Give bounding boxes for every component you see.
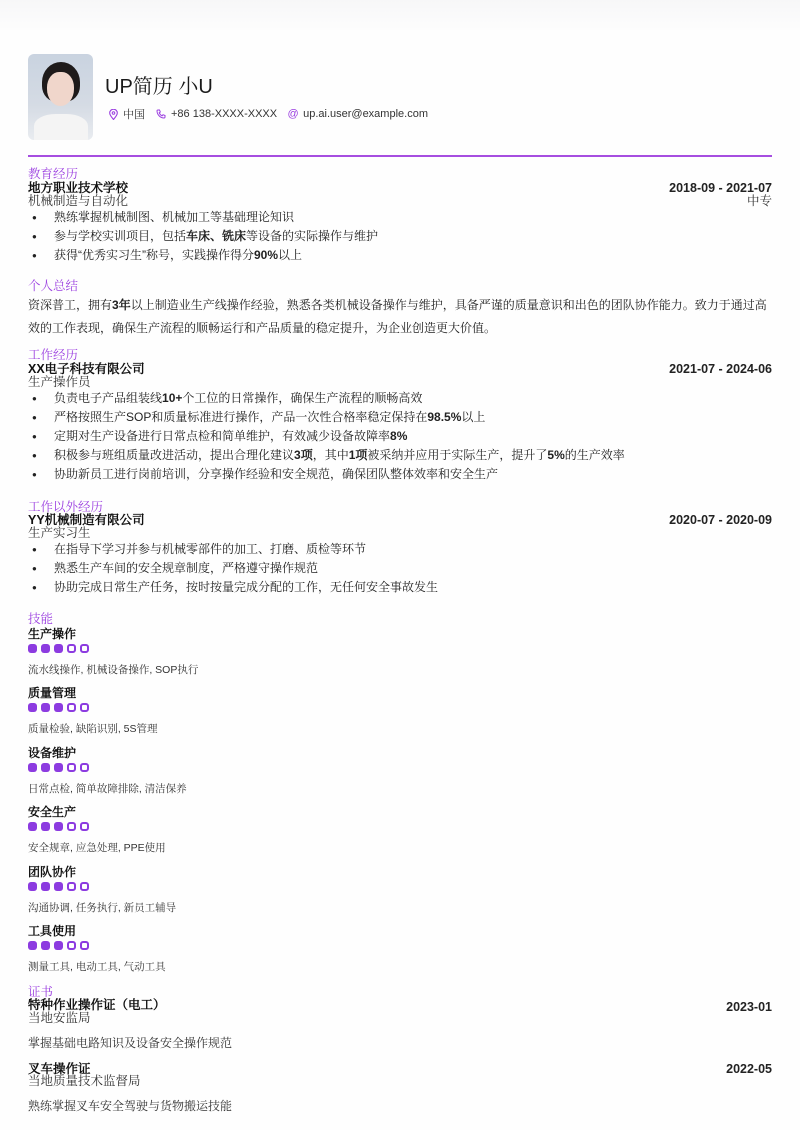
skill-desc: 测量工具, 电动工具, 气动工具 — [28, 961, 166, 973]
phone-text: +86 138-XXXX-XXXX — [171, 108, 278, 120]
skill-name: 安全生产 — [28, 805, 77, 819]
skill-level — [28, 822, 89, 831]
candidate-name: UP简历 小U — [105, 76, 213, 98]
company-name: XX电子科技有限公司 — [28, 362, 145, 376]
list-item: ● 在指导下学习并参与机械零部件的加工、打磨、质检等环节 — [28, 540, 438, 559]
section-title-summary: 个人总结 — [28, 279, 79, 293]
skill-name: 团队协作 — [28, 865, 77, 879]
cert-name: 特种作业操作证（电工） — [28, 998, 166, 1012]
skill-name: 质量管理 — [28, 686, 77, 700]
top-band — [0, 0, 800, 30]
skill-name: 工具使用 — [28, 924, 77, 938]
skill-level — [28, 882, 89, 891]
skill-name: 设备维护 — [28, 746, 77, 760]
skill-desc: 流水线操作, 机械设备操作, SOP执行 — [28, 664, 199, 676]
summary-text: 资深普工，拥有3年以上制造业生产线操作经验，熟悉各类机械设备操作与维护，具备严谨的质量意识和出色的团队协作能力。致力于通过高效的工作表现，确保生产流程的顺畅运行和产品质量的稳定提升，为企业创造更大价值。 — [28, 298, 767, 335]
section-title-skills: 技能 — [28, 612, 54, 626]
cert-desc: 掌握基础电路知识及设备安全操作规范 — [28, 1036, 233, 1050]
work-dates: 2021-07 - 2024-06 — [669, 362, 772, 376]
school-name: 地方职业技术学校 — [28, 181, 129, 195]
cert-desc: 熟练掌握叉车安全驾驶与货物搬运技能 — [28, 1099, 233, 1113]
resume-page — [0, 30, 800, 1130]
resume-header — [28, 54, 772, 140]
email-text[interactable]: up.ai.user@example.com — [303, 108, 428, 120]
section-title-other: 工作以外经历 — [28, 500, 104, 514]
section-title-education: 教育经历 — [28, 167, 79, 181]
at-sign-icon: @ — [287, 108, 299, 120]
list-item: ● 严格按照生产SOP和质量标准进行操作，产品一次性合格率稳定保持在98.5%以上 — [28, 408, 625, 427]
skill-level — [28, 703, 89, 712]
skill-desc: 日常点检, 简单故障排除, 清洁保养 — [28, 783, 187, 795]
section-title-certificates: 证书 — [28, 985, 54, 999]
list-item: ● 协助新员工进行岗前培训，分享操作经验和安全规范，确保团队整体效率和安全生产 — [28, 465, 625, 484]
section-title-work: 工作经历 — [28, 348, 79, 362]
map-pin-icon — [107, 109, 119, 120]
list-item: ● 熟练掌握机械制图、机械加工等基础理论知识 — [28, 208, 378, 227]
list-item: ● 获得“优秀实习生”称号，实践操作得分90%以上 — [28, 246, 378, 265]
skill-desc: 安全规章, 应急处理, PPE使用 — [28, 842, 166, 854]
cert-date: 2022-05 — [726, 1062, 772, 1076]
list-item: ● 参与学校实训项目，包括车床、铣床等设备的实际操作与维护 — [28, 227, 378, 246]
photo-face — [47, 72, 74, 106]
profile-photo — [28, 54, 93, 140]
job-role: 生产操作员 — [28, 375, 91, 389]
cert-issuer: 当地质量技术监督局 — [28, 1074, 141, 1088]
list-item: ● 熟悉生产车间的安全规章制度，严格遵守操作规范 — [28, 559, 438, 578]
skill-level — [28, 763, 89, 772]
header-divider — [28, 155, 772, 157]
degree: 中专 — [746, 194, 772, 208]
skill-name: 生产操作 — [28, 627, 77, 641]
phone-icon — [155, 109, 167, 119]
cert-date: 2023-01 — [726, 1000, 772, 1014]
skill-desc: 沟通协调, 任务执行, 新员工辅导 — [28, 902, 177, 914]
cert-name: 叉车操作证 — [28, 1062, 91, 1076]
photo-body — [34, 114, 88, 140]
list-item: ● 负责电子产品组装线10+个工位的日常操作，确保生产流程的顺畅高效 — [28, 389, 625, 408]
list-item: ● 积极参与班组质量改进活动，提出合理化建议3项，其中1项被采纳并应用于实际生产，提升了5%的生产效率 — [28, 446, 625, 465]
skill-desc: 质量检验, 缺陷识别, 5S管理 — [28, 723, 158, 735]
other-role: 生产实习生 — [28, 526, 91, 540]
education-dates: 2018-09 - 2021-07 — [669, 181, 772, 195]
cert-issuer: 当地安监局 — [28, 1011, 91, 1025]
list-item: ● 协助完成日常生产任务，按时按量完成分配的工作，无任何安全事故发生 — [28, 578, 438, 597]
contact-row — [107, 106, 434, 122]
education-bullets — [28, 208, 378, 265]
list-item: ● 定期对生产设备进行日常点检和简单维护，有效减少设备故障率8% — [28, 427, 625, 446]
other-company-name: YY机械制造有限公司 — [28, 513, 145, 527]
major: 机械制造与自动化 — [28, 194, 129, 208]
other-bullets — [28, 540, 438, 597]
skill-level — [28, 941, 89, 950]
skill-level — [28, 644, 89, 653]
work-bullets — [28, 389, 625, 484]
other-dates: 2020-07 - 2020-09 — [669, 513, 772, 527]
location-text: 中国 — [123, 109, 145, 121]
